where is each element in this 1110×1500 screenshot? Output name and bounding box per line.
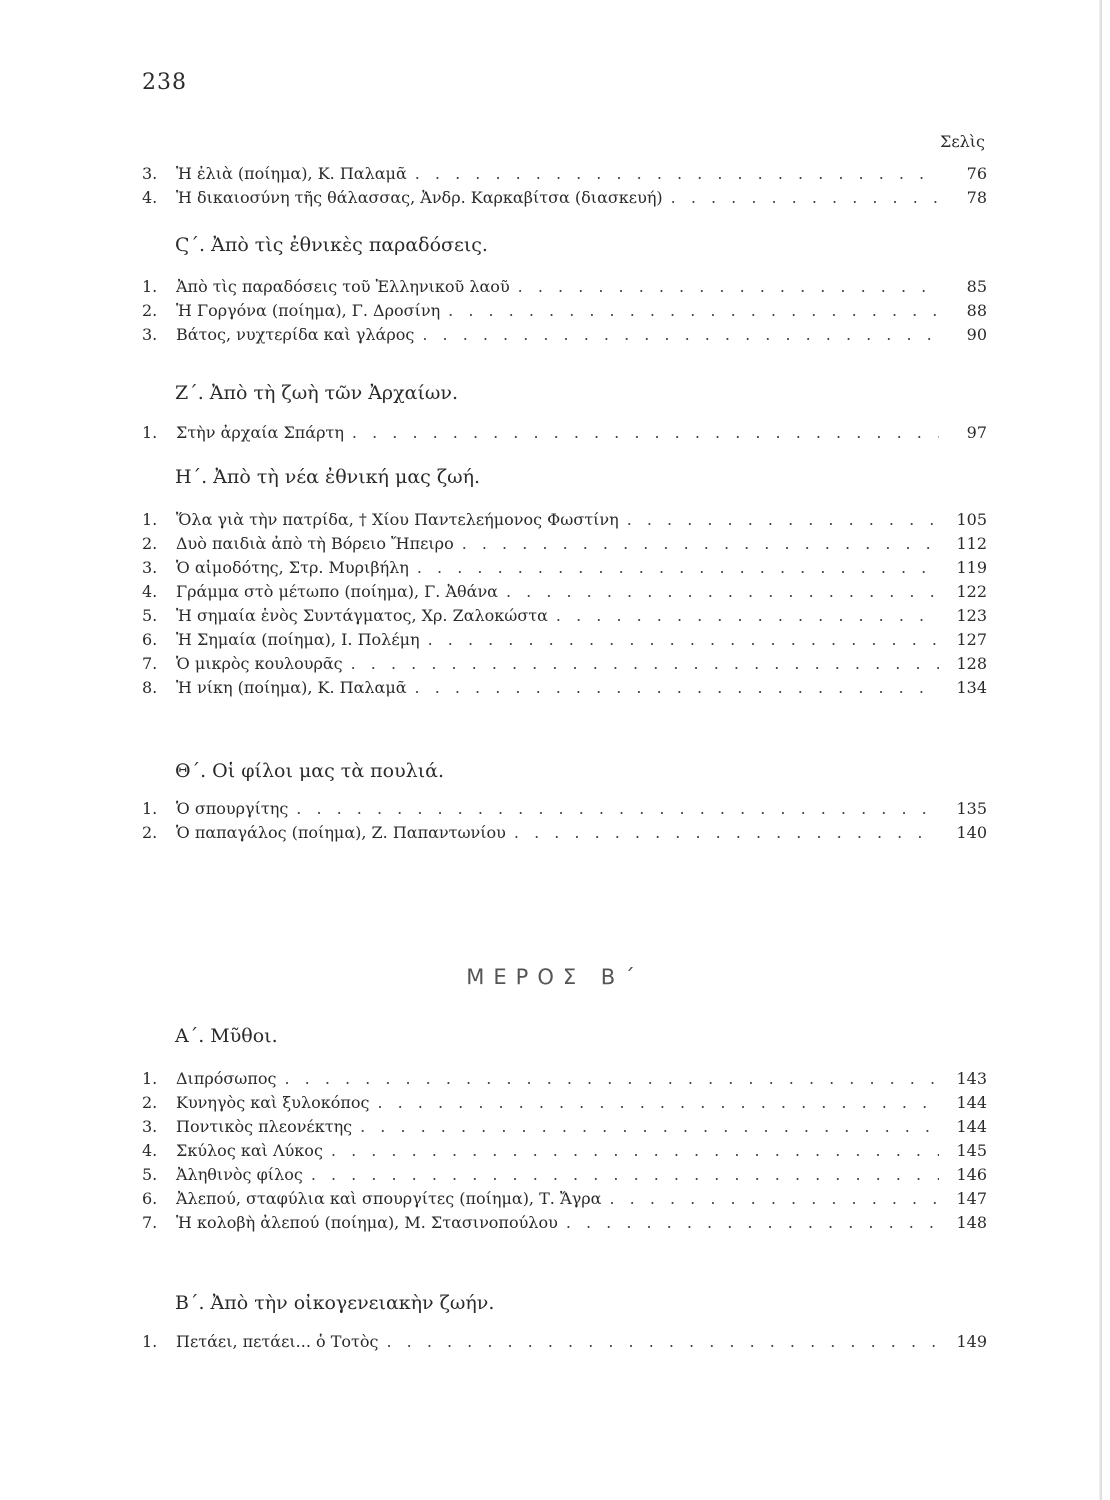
leader-dots: [377, 1091, 939, 1115]
entry-title: Κυνηγὸς καὶ ξυλοκόπος: [176, 1093, 370, 1112]
entry-page: 149: [956, 1332, 987, 1351]
entry-number: 2.: [142, 534, 158, 553]
toc-entry: [142, 186, 987, 210]
entry-number: 4.: [142, 582, 158, 601]
toc-entry: [142, 1211, 987, 1235]
entry-number: 5.: [142, 1165, 158, 1184]
entry-number: 3.: [142, 164, 158, 183]
entry-page: 105: [956, 510, 987, 529]
entry-number: 2.: [142, 1093, 158, 1112]
toc-entry: [142, 1139, 987, 1163]
toc-block: [142, 797, 987, 845]
entry-page: 144: [956, 1093, 987, 1112]
entry-page: 128: [956, 654, 987, 673]
toc-entry: [142, 556, 987, 580]
leader-dots: [671, 186, 939, 210]
toc-entry: [142, 580, 987, 604]
toc-entry: [142, 628, 987, 652]
entry-number: 1.: [142, 423, 158, 442]
entry-number: 5.: [142, 606, 158, 625]
entry-page: 119: [956, 558, 987, 577]
entry-title: Δυὸ παιδιὰ ἀπὸ τὴ Βόρειο Ἤπειρο: [176, 534, 454, 553]
entry-title: Ἡ ἐλιὰ (ποίημα), Κ. Παλαμᾶ: [176, 164, 407, 183]
leader-dots: [514, 821, 939, 845]
entry-title: Ὁ σπουργίτης: [176, 799, 289, 818]
entry-title: Ὅλα γιὰ τὴν πατρίδα, † Χίου Παντελεήμονος Φωστίνη: [176, 510, 619, 529]
entry-page: 134: [956, 678, 987, 697]
toc-block: [142, 275, 987, 347]
entry-number: 1.: [142, 277, 158, 296]
entry-title: Ἡ δικαιοσύνη τῆς θάλασσας, Ἀνδρ. Καρκαβίτσα (διασκευή): [176, 188, 663, 207]
toc-entry: [142, 162, 987, 186]
entry-title: Γράμμα στὸ μέτωπο (ποίημα), Γ. Ἀθάνα: [176, 582, 498, 601]
entry-page: 97: [966, 423, 987, 442]
entry-title: Ἡ Γοργόνα (ποίημα), Γ. Δροσίνη: [176, 301, 441, 320]
toc-block: [142, 1067, 987, 1235]
entry-number: 2.: [142, 301, 158, 320]
section-heading: Θ΄. Οἱ φίλοι μας τὰ πουλιά.: [175, 760, 445, 782]
entry-number: 3.: [142, 558, 158, 577]
entry-number: 7.: [142, 1213, 158, 1232]
leader-dots: [417, 556, 939, 580]
toc-block: [142, 421, 987, 445]
leader-dots: [627, 508, 939, 532]
leader-dots: [556, 604, 939, 628]
leader-dots: [331, 1139, 939, 1163]
entry-page: 145: [956, 1141, 987, 1160]
section-heading: Ϛ΄. Ἀπὸ τὶς ἐθνικὲς παραδόσεις.: [175, 234, 488, 256]
leader-dots: [415, 676, 939, 700]
toc-entry: [142, 1067, 987, 1091]
toc-entry: [142, 1091, 987, 1115]
page-number: 238: [142, 70, 187, 95]
entry-page: 123: [956, 606, 987, 625]
toc-entry: [142, 532, 987, 556]
leader-dots: [352, 421, 939, 445]
toc-entry: [142, 1115, 987, 1139]
entry-title: Ἡ νίκη (ποίημα), Κ. Παλαμᾶ: [176, 678, 407, 697]
entry-title: Διπρόσωπος: [176, 1069, 277, 1088]
leader-dots: [284, 1067, 939, 1091]
leader-dots: [386, 1330, 939, 1354]
entry-title: Ἡ Σημαία (ποίημα), Ι. Πολέμη: [176, 630, 420, 649]
entry-title: Σκύλος καὶ Λύκος: [176, 1141, 323, 1160]
entry-page: 112: [956, 534, 987, 553]
entry-number: 1.: [142, 799, 158, 818]
leader-dots: [518, 275, 939, 299]
leader-dots: [448, 299, 939, 323]
toc-entry: [142, 1163, 987, 1187]
entry-number: 7.: [142, 654, 158, 673]
section-heading: Α΄. Μῦθοι.: [175, 1025, 278, 1047]
leader-dots: [462, 532, 939, 556]
entry-page: 122: [956, 582, 987, 601]
entry-number: 4.: [142, 188, 158, 207]
entry-page: 78: [966, 188, 987, 207]
leader-dots: [360, 1115, 939, 1139]
entry-number: 8.: [142, 678, 158, 697]
entry-title: Ἀλεπού, σταφύλια καὶ σπουργίτες (ποίημα), Τ. Ἄγρα: [176, 1189, 602, 1208]
toc-entry: [142, 421, 987, 445]
toc-entry: [142, 323, 987, 347]
entry-page: 85: [966, 277, 987, 296]
entry-title: Ἡ σημαία ἑνὸς Συντάγματος, Χρ. Ζαλοκώστα: [176, 606, 548, 625]
entry-page: 147: [956, 1189, 987, 1208]
entry-page: 143: [956, 1069, 987, 1088]
entry-title: Στὴν ἀρχαία Σπάρτη: [176, 423, 344, 442]
entry-number: 2.: [142, 823, 158, 842]
toc-entry: [142, 821, 987, 845]
leader-dots: [296, 797, 939, 821]
part-title: ΜΕΡΟΣ Β΄: [466, 965, 644, 989]
leader-dots: [311, 1163, 939, 1187]
entry-page: 88: [966, 301, 987, 320]
entry-page: 90: [966, 325, 987, 344]
entry-page: 140: [956, 823, 987, 842]
toc-entry: [142, 652, 987, 676]
section-heading: Ζ΄. Ἀπὸ τὴ ζωὴ τῶν Ἀρχαίων.: [175, 382, 458, 404]
toc-block: [142, 508, 987, 700]
toc-entry: [142, 797, 987, 821]
toc-entry: [142, 1187, 987, 1211]
toc-entry: [142, 508, 987, 532]
toc-entry: [142, 275, 987, 299]
leader-dots: [351, 652, 939, 676]
entry-page: 146: [956, 1165, 987, 1184]
entry-title: Βάτος, νυχτερίδα καὶ γλάρος: [176, 325, 415, 344]
entry-title: Ἀληθινὸς φίλος: [176, 1165, 303, 1184]
entry-title: Πετάει, πετάει... ὁ Τοτὸς: [176, 1332, 379, 1351]
entry-number: 1.: [142, 1332, 158, 1351]
section-heading: Β΄. Ἀπὸ τὴν οἰκογενειακὴν ζωήν.: [175, 1292, 495, 1314]
leader-dots: [428, 628, 939, 652]
leader-dots: [566, 1211, 939, 1235]
entry-number: 4.: [142, 1141, 158, 1160]
entry-title: Ἀπὸ τὶς παραδόσεις τοῦ Ἑλληνικοῦ λαοῦ: [176, 277, 510, 296]
entry-title: Ὁ παπαγάλος (ποίημα), Ζ. Παπαντωνίου: [176, 823, 506, 842]
entry-page: 127: [956, 630, 987, 649]
entry-number: 6.: [142, 630, 158, 649]
entry-number: 1.: [142, 1069, 158, 1088]
leader-dots: [609, 1187, 939, 1211]
entry-number: 3.: [142, 1117, 158, 1136]
entry-title: Ἡ κολοβὴ ἀλεπού (ποίημα), Μ. Στασινοπούλου: [176, 1213, 558, 1232]
page-edge-shadow: [1099, 0, 1102, 1500]
section-heading: Η΄. Ἀπὸ τὴ νέα ἐθνική μας ζωή.: [175, 466, 481, 488]
leader-dots: [422, 323, 939, 347]
entry-page: 148: [956, 1213, 987, 1232]
entry-title: Ὁ μικρὸς κουλουρᾶς: [176, 654, 343, 673]
entry-page: 144: [956, 1117, 987, 1136]
toc-entry: [142, 604, 987, 628]
entry-number: 1.: [142, 510, 158, 529]
leader-dots: [415, 162, 939, 186]
toc-entry: [142, 1330, 987, 1354]
entry-title: Ὁ αἱμοδότης, Στρ. Μυριβήλη: [176, 558, 409, 577]
entry-page: 76: [966, 164, 987, 183]
leader-dots: [506, 580, 939, 604]
entry-number: 6.: [142, 1189, 158, 1208]
entry-page: 135: [956, 799, 987, 818]
toc-entry: [142, 676, 987, 700]
page-column-header: Σελὶς: [940, 132, 985, 151]
toc-block-continuation: [142, 162, 987, 210]
toc-block: [142, 1330, 987, 1354]
entry-number: 3.: [142, 325, 158, 344]
entry-title: Ποντικὸς πλεονέκτης: [176, 1117, 353, 1136]
toc-entry: [142, 299, 987, 323]
